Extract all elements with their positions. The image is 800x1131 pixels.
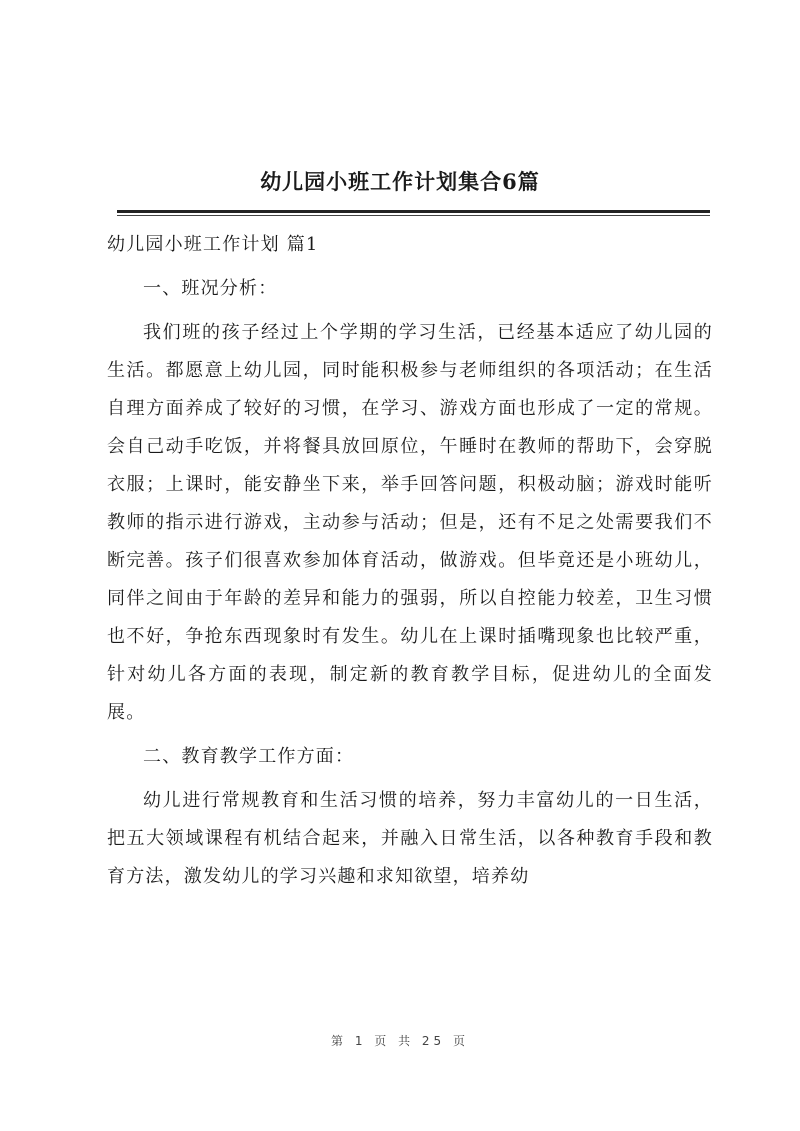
paragraph-class-analysis: 我们班的孩子经过上个学期的学习生活，已经基本适应了幼儿园的生活。都愿意上幼儿园，同时能积极参与老师组织的各项活动；在生活自理方面养成了较好的习惯，在学习、游戏方面也形成了一定的常规。会自己动手吃饭，并将餐具放回原位，午睡时在教师的帮助下，会穿脱衣服；上课时，能安静坐下来，举手回答问题，积极动脑；游戏时能听教师的指示进行游戏，主动参与活动；但是，还有不足之处需要我们不断完善。孩子们很喜欢参加体育活动，做游戏。但毕竟还是小班幼儿，同伴之间由于年龄的差异和能力的强弱，所以自控能力较差，卫生习惯也不好，争抢东西现象时有发生。幼儿在上课时插嘴现象也比较严重，针对幼儿各方面的表现，制定新的教育教学目标，促进幼儿的全面发展。 (107, 322, 713, 723)
document-body (107, 226, 713, 896)
section-heading: 幼儿园小班工作计划 篇1 (107, 234, 319, 255)
heading-class-analysis: 一、班况分析： (143, 278, 278, 299)
heading-teaching-work: 二、教育教学工作方面： (143, 746, 355, 767)
paragraph-teaching-work: 幼儿进行常规教育和生活习惯的培养，努力丰富幼儿的一日生活，把五大领域课程有机结合起来，并融入日常生活，以各种教育手段和教育方法，激发幼儿的学习兴趣和求知欲望，培养幼 (107, 790, 713, 887)
page-footer: 第 1 页 共 25 页 (331, 1034, 469, 1048)
document-title: 幼儿园小班工作计划集合6篇 (260, 169, 540, 194)
title-divider-thin (117, 215, 710, 216)
title-divider-thick (117, 210, 710, 213)
